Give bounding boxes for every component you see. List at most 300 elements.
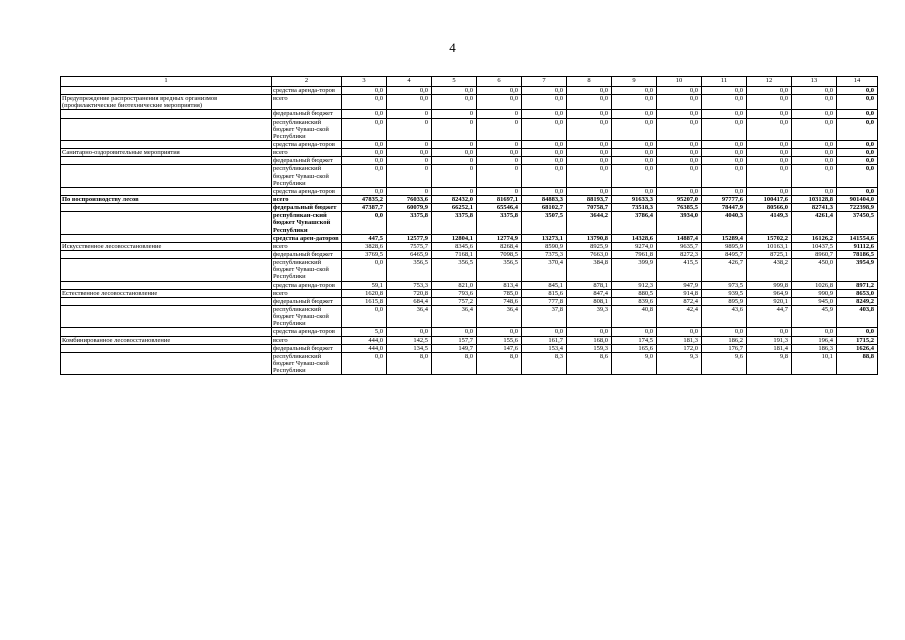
funding-source-cell: средства аренда-торов xyxy=(272,328,342,336)
table-row xyxy=(61,87,878,95)
value-cell: 4261,4 xyxy=(792,212,837,234)
value-cell: 97777,6 xyxy=(702,195,747,203)
table-row xyxy=(61,297,878,305)
value-cell: 1615,8 xyxy=(342,297,387,305)
value-cell: 813,4 xyxy=(477,281,522,289)
value-cell: 0,0 xyxy=(342,352,387,374)
value-cell: 88193,7 xyxy=(567,195,612,203)
value-cell: 3375,8 xyxy=(387,212,432,234)
value-cell: 901404,0 xyxy=(837,195,878,203)
value-cell: 0,0 xyxy=(702,140,747,148)
value-cell: 8,0 xyxy=(432,352,477,374)
value-cell: 0,0 xyxy=(477,149,522,157)
value-cell: 8960,7 xyxy=(792,250,837,258)
value-cell: 103128,8 xyxy=(792,195,837,203)
value-cell: 793,6 xyxy=(432,289,477,297)
value-cell: 174,5 xyxy=(612,336,657,344)
value-cell: 8925,9 xyxy=(567,242,612,250)
value-cell: 68102,7 xyxy=(522,204,567,212)
value-cell: 0 xyxy=(432,187,477,195)
value-cell: 821,0 xyxy=(432,281,477,289)
value-cell: 0,0 xyxy=(837,328,878,336)
activity-name-cell xyxy=(61,110,272,118)
value-cell: 0,0 xyxy=(612,157,657,165)
activity-name-cell xyxy=(61,250,272,258)
value-cell: 78186,5 xyxy=(837,250,878,258)
value-cell: 872,4 xyxy=(657,297,702,305)
activity-name-cell xyxy=(61,204,272,212)
value-cell: 165,6 xyxy=(612,344,657,352)
value-cell: 91633,3 xyxy=(612,195,657,203)
activity-name-cell: Предупреждение распространения вредных организмов (профилактические биотехнические мероприятия) xyxy=(61,95,272,110)
activity-name-cell xyxy=(61,165,272,187)
funding-source-cell: всего xyxy=(272,242,342,250)
value-cell: 0,0 xyxy=(612,187,657,195)
value-cell: 8653,0 xyxy=(837,289,878,297)
value-cell: 36,4 xyxy=(432,305,477,327)
value-cell: 7168,1 xyxy=(432,250,477,258)
value-cell: 808,1 xyxy=(567,297,612,305)
value-cell: 415,5 xyxy=(657,259,702,281)
value-cell: 1026,8 xyxy=(792,281,837,289)
funding-source-cell: средства аренда-торов xyxy=(272,187,342,195)
value-cell: 0 xyxy=(477,118,522,140)
value-cell: 8272,3 xyxy=(657,250,702,258)
table-row xyxy=(61,118,878,140)
value-cell: 0,0 xyxy=(432,149,477,157)
value-cell: 8,0 xyxy=(477,352,522,374)
table-row xyxy=(61,204,878,212)
funding-source-cell: республиканский бюджет Чуваш-ской Республики xyxy=(272,305,342,327)
value-cell: 155,6 xyxy=(477,336,522,344)
value-cell: 6465,9 xyxy=(387,250,432,258)
column-number-10: 10 xyxy=(657,77,702,87)
value-cell: 0,0 xyxy=(342,212,387,234)
value-cell: 0,0 xyxy=(747,328,792,336)
value-cell: 0,0 xyxy=(792,87,837,95)
value-cell: 3507,5 xyxy=(522,212,567,234)
value-cell: 3375,8 xyxy=(477,212,522,234)
value-cell: 0 xyxy=(387,157,432,165)
value-cell: 356,5 xyxy=(387,259,432,281)
activity-name-cell: Естественное лесовосстановление xyxy=(61,289,272,297)
value-cell: 0,0 xyxy=(792,140,837,148)
value-cell: 0,0 xyxy=(837,118,878,140)
value-cell: 161,7 xyxy=(522,336,567,344)
value-cell: 7961,8 xyxy=(612,250,657,258)
value-cell: 438,2 xyxy=(747,259,792,281)
value-cell: 191,3 xyxy=(747,336,792,344)
column-number-9: 9 xyxy=(612,77,657,87)
value-cell: 181,4 xyxy=(747,344,792,352)
value-cell: 947,9 xyxy=(657,281,702,289)
value-cell: 777,8 xyxy=(522,297,567,305)
value-cell: 3934,0 xyxy=(657,212,702,234)
value-cell: 0,0 xyxy=(567,149,612,157)
value-cell: 0,0 xyxy=(567,157,612,165)
value-cell: 0,0 xyxy=(612,140,657,148)
table-row xyxy=(61,234,878,242)
value-cell: 14887,4 xyxy=(657,234,702,242)
value-cell: 66252,1 xyxy=(432,204,477,212)
value-cell: 88,8 xyxy=(837,352,878,374)
value-cell: 447,5 xyxy=(342,234,387,242)
value-cell: 37,8 xyxy=(522,305,567,327)
activity-name-cell xyxy=(61,297,272,305)
value-cell: 0,0 xyxy=(612,118,657,140)
activity-name-cell xyxy=(61,328,272,336)
value-cell: 0,0 xyxy=(657,110,702,118)
table-row xyxy=(61,305,878,327)
budget-table xyxy=(60,76,878,375)
funding-source-cell: всего xyxy=(272,289,342,297)
value-cell: 912,3 xyxy=(612,281,657,289)
table-row xyxy=(61,165,878,187)
value-cell: 0,0 xyxy=(612,95,657,110)
value-cell: 370,4 xyxy=(522,259,567,281)
activity-name-cell: Комбинированное лесовосстановление xyxy=(61,336,272,344)
value-cell: 176,7 xyxy=(702,344,747,352)
value-cell: 9,6 xyxy=(702,352,747,374)
value-cell: 45,9 xyxy=(792,305,837,327)
activity-name-cell xyxy=(61,140,272,148)
funding-source-cell: средства аренда-торов xyxy=(272,87,342,95)
value-cell: 13273,1 xyxy=(522,234,567,242)
funding-source-cell: республиканский бюджет Чуваш-ской Республики xyxy=(272,165,342,187)
value-cell: 0 xyxy=(387,110,432,118)
value-cell: 0 xyxy=(477,110,522,118)
value-cell: 845,1 xyxy=(522,281,567,289)
value-cell: 0,0 xyxy=(702,95,747,110)
value-cell: 0,0 xyxy=(432,87,477,95)
value-cell: 0,0 xyxy=(342,259,387,281)
activity-name-cell xyxy=(61,157,272,165)
column-number-7: 7 xyxy=(522,77,567,87)
value-cell: 60079,9 xyxy=(387,204,432,212)
value-cell: 0,0 xyxy=(747,87,792,95)
value-cell: 384,8 xyxy=(567,259,612,281)
value-cell: 134,5 xyxy=(387,344,432,352)
value-cell: 149,7 xyxy=(432,344,477,352)
value-cell: 91112,6 xyxy=(837,242,878,250)
value-cell: 0,0 xyxy=(522,95,567,110)
value-cell: 1715,2 xyxy=(837,336,878,344)
value-cell: 73518,3 xyxy=(612,204,657,212)
funding-source-cell: федеральный бюджет xyxy=(272,344,342,352)
funding-source-cell: республикан-ский бюджет Чувашской Республики xyxy=(272,212,342,234)
value-cell: 914,8 xyxy=(657,289,702,297)
value-cell: 9895,9 xyxy=(702,242,747,250)
value-cell: 356,5 xyxy=(477,259,522,281)
value-cell: 0,0 xyxy=(612,165,657,187)
table-row xyxy=(61,352,878,374)
value-cell: 8249,2 xyxy=(837,297,878,305)
value-cell: 0,0 xyxy=(612,110,657,118)
value-cell: 0,0 xyxy=(342,87,387,95)
value-cell: 0,0 xyxy=(702,87,747,95)
activity-name-cell xyxy=(61,305,272,327)
value-cell: 0,0 xyxy=(792,187,837,195)
value-cell: 403,8 xyxy=(837,305,878,327)
column-number-11: 11 xyxy=(702,77,747,87)
value-cell: 0,0 xyxy=(522,110,567,118)
value-cell: 0,0 xyxy=(657,140,702,148)
value-cell: 399,9 xyxy=(612,259,657,281)
activity-name-cell xyxy=(61,352,272,374)
value-cell: 42,4 xyxy=(657,305,702,327)
funding-source-cell: республиканский бюджет Чуваш-ской Республики xyxy=(272,259,342,281)
value-cell: 0,0 xyxy=(657,118,702,140)
value-cell: 186,3 xyxy=(792,344,837,352)
column-number-6: 6 xyxy=(477,77,522,87)
value-cell: 47835,2 xyxy=(342,195,387,203)
funding-source-cell: всего xyxy=(272,195,342,203)
activity-name-cell xyxy=(61,234,272,242)
value-cell: 999,8 xyxy=(747,281,792,289)
funding-source-cell: федеральный бюджет xyxy=(272,204,342,212)
column-number-5: 5 xyxy=(432,77,477,87)
value-cell: 15289,4 xyxy=(702,234,747,242)
value-cell: 10163,1 xyxy=(747,242,792,250)
table-row xyxy=(61,110,878,118)
value-cell: 0,0 xyxy=(342,187,387,195)
value-cell: 0 xyxy=(387,118,432,140)
value-cell: 748,6 xyxy=(477,297,522,305)
value-cell: 12774,9 xyxy=(477,234,522,242)
value-cell: 0 xyxy=(432,110,477,118)
activity-name-cell: Искусственное лесовосстановление xyxy=(61,242,272,250)
value-cell: 0,0 xyxy=(612,149,657,157)
value-cell: 0,0 xyxy=(657,165,702,187)
funding-source-cell: средства аренда-торов xyxy=(272,140,342,148)
table-row xyxy=(61,157,878,165)
value-cell: 100417,6 xyxy=(747,195,792,203)
value-cell: 0,0 xyxy=(522,118,567,140)
value-cell: 0,0 xyxy=(792,165,837,187)
value-cell: 0,0 xyxy=(657,95,702,110)
table-row xyxy=(61,149,878,157)
value-cell: 444,0 xyxy=(342,344,387,352)
value-cell: 0,0 xyxy=(702,187,747,195)
value-cell: 0,0 xyxy=(567,165,612,187)
funding-source-cell: средства аренда-торов xyxy=(272,281,342,289)
value-cell: 785,0 xyxy=(477,289,522,297)
value-cell: 0,0 xyxy=(792,118,837,140)
value-cell: 0 xyxy=(387,140,432,148)
funding-source-cell: всего xyxy=(272,149,342,157)
value-cell: 4040,3 xyxy=(702,212,747,234)
value-cell: 0,0 xyxy=(567,87,612,95)
value-cell: 945,0 xyxy=(792,297,837,305)
value-cell: 59,1 xyxy=(342,281,387,289)
value-cell: 76033,6 xyxy=(387,195,432,203)
value-cell: 0,0 xyxy=(522,149,567,157)
value-cell: 95207,0 xyxy=(657,195,702,203)
value-cell: 0,0 xyxy=(792,110,837,118)
table-row xyxy=(61,344,878,352)
value-cell: 0,0 xyxy=(657,157,702,165)
value-cell: 722398,9 xyxy=(837,204,878,212)
funding-source-cell: всего xyxy=(272,336,342,344)
value-cell: 0,0 xyxy=(747,149,792,157)
value-cell: 0 xyxy=(477,165,522,187)
value-cell: 0,0 xyxy=(387,87,432,95)
value-cell: 757,2 xyxy=(432,297,477,305)
value-cell: 0,0 xyxy=(342,110,387,118)
table-body xyxy=(61,77,878,375)
table-row xyxy=(61,212,878,234)
value-cell: 0,0 xyxy=(792,149,837,157)
value-cell: 0,0 xyxy=(522,187,567,195)
value-cell: 0,0 xyxy=(342,118,387,140)
funding-source-cell: средства арен-даторов xyxy=(272,234,342,242)
value-cell: 3786,4 xyxy=(612,212,657,234)
table-row xyxy=(61,259,878,281)
column-number-1: 1 xyxy=(61,77,272,87)
value-cell: 0,0 xyxy=(792,157,837,165)
value-cell: 0 xyxy=(477,187,522,195)
value-cell: 76385,5 xyxy=(657,204,702,212)
value-cell: 0,0 xyxy=(837,140,878,148)
value-cell: 147,6 xyxy=(477,344,522,352)
value-cell: 5,0 xyxy=(342,328,387,336)
value-cell: 0,0 xyxy=(747,187,792,195)
value-cell: 8268,4 xyxy=(477,242,522,250)
value-cell: 753,3 xyxy=(387,281,432,289)
value-cell: 168,0 xyxy=(567,336,612,344)
value-cell: 4149,3 xyxy=(747,212,792,234)
value-cell: 0 xyxy=(432,140,477,148)
value-cell: 0,0 xyxy=(342,149,387,157)
value-cell: 37450,5 xyxy=(837,212,878,234)
value-cell: 0,0 xyxy=(567,328,612,336)
value-cell: 0,0 xyxy=(702,328,747,336)
value-cell: 142,5 xyxy=(387,336,432,344)
value-cell: 0,0 xyxy=(342,305,387,327)
value-cell: 0,0 xyxy=(342,165,387,187)
table-row xyxy=(61,336,878,344)
value-cell: 0,0 xyxy=(837,95,878,110)
value-cell: 0,0 xyxy=(342,157,387,165)
value-cell: 0,0 xyxy=(387,149,432,157)
value-cell: 0,0 xyxy=(747,157,792,165)
value-cell: 0,0 xyxy=(342,140,387,148)
value-cell: 12804,1 xyxy=(432,234,477,242)
value-cell: 847,4 xyxy=(567,289,612,297)
value-cell: 8495,7 xyxy=(702,250,747,258)
value-cell: 684,4 xyxy=(387,297,432,305)
column-number-14: 14 xyxy=(837,77,878,87)
value-cell: 8,6 xyxy=(567,352,612,374)
value-cell: 444,0 xyxy=(342,336,387,344)
value-cell: 172,0 xyxy=(657,344,702,352)
value-cell: 8971,2 xyxy=(837,281,878,289)
value-cell: 3954,9 xyxy=(837,259,878,281)
value-cell: 43,6 xyxy=(702,305,747,327)
value-cell: 10,1 xyxy=(792,352,837,374)
value-cell: 0,0 xyxy=(837,87,878,95)
value-cell: 356,5 xyxy=(432,259,477,281)
value-cell: 36,4 xyxy=(477,305,522,327)
value-cell: 0,0 xyxy=(792,95,837,110)
value-cell: 0 xyxy=(432,157,477,165)
value-cell: 78447,9 xyxy=(702,204,747,212)
value-cell: 8590,9 xyxy=(522,242,567,250)
value-cell: 0 xyxy=(477,157,522,165)
column-number-4: 4 xyxy=(387,77,432,87)
value-cell: 0,0 xyxy=(747,140,792,148)
value-cell: 0,0 xyxy=(387,328,432,336)
value-cell: 3375,8 xyxy=(432,212,477,234)
value-cell: 80566,0 xyxy=(747,204,792,212)
value-cell: 0,0 xyxy=(657,87,702,95)
value-cell: 964,9 xyxy=(747,289,792,297)
value-cell: 839,6 xyxy=(612,297,657,305)
value-cell: 84883,3 xyxy=(522,195,567,203)
column-number-2: 2 xyxy=(272,77,342,87)
value-cell: 0,0 xyxy=(657,328,702,336)
value-cell: 0,0 xyxy=(702,110,747,118)
value-cell: 82432,0 xyxy=(432,195,477,203)
activity-name-cell xyxy=(61,281,272,289)
column-number-12: 12 xyxy=(747,77,792,87)
value-cell: 0,0 xyxy=(702,165,747,187)
value-cell: 39,3 xyxy=(567,305,612,327)
value-cell: 9,8 xyxy=(747,352,792,374)
activity-name-cell xyxy=(61,212,272,234)
value-cell: 153,4 xyxy=(522,344,567,352)
value-cell: 141554,6 xyxy=(837,234,878,242)
value-cell: 720,8 xyxy=(387,289,432,297)
value-cell: 8,0 xyxy=(387,352,432,374)
value-cell: 1620,8 xyxy=(342,289,387,297)
header-row xyxy=(61,77,878,87)
value-cell: 0,0 xyxy=(477,328,522,336)
value-cell: 0,0 xyxy=(522,328,567,336)
funding-source-cell: федеральный бюджет xyxy=(272,110,342,118)
value-cell: 7575,7 xyxy=(387,242,432,250)
value-cell: 815,6 xyxy=(522,289,567,297)
activity-name-cell: По воспроизводству лесов xyxy=(61,195,272,203)
value-cell: 0,0 xyxy=(567,118,612,140)
value-cell: 159,3 xyxy=(567,344,612,352)
value-cell: 10437,5 xyxy=(792,242,837,250)
activity-name-cell xyxy=(61,187,272,195)
value-cell: 12577,9 xyxy=(387,234,432,242)
value-cell: 0,0 xyxy=(747,110,792,118)
value-cell: 8,3 xyxy=(522,352,567,374)
value-cell: 8725,1 xyxy=(747,250,792,258)
value-cell: 0,0 xyxy=(342,95,387,110)
funding-source-cell: федеральный бюджет xyxy=(272,157,342,165)
value-cell: 0,0 xyxy=(747,95,792,110)
value-cell: 0,0 xyxy=(657,149,702,157)
page-number: 4 xyxy=(449,40,456,55)
value-cell: 9,3 xyxy=(657,352,702,374)
value-cell: 3644,2 xyxy=(567,212,612,234)
table-row xyxy=(61,289,878,297)
value-cell: 40,8 xyxy=(612,305,657,327)
value-cell: 450,0 xyxy=(792,259,837,281)
value-cell: 1626,4 xyxy=(837,344,878,352)
value-cell: 3769,5 xyxy=(342,250,387,258)
value-cell: 0,0 xyxy=(477,87,522,95)
value-cell: 186,2 xyxy=(702,336,747,344)
value-cell: 0 xyxy=(432,118,477,140)
activity-name-cell xyxy=(61,87,272,95)
value-cell: 16126,2 xyxy=(792,234,837,242)
value-cell: 0,0 xyxy=(702,149,747,157)
